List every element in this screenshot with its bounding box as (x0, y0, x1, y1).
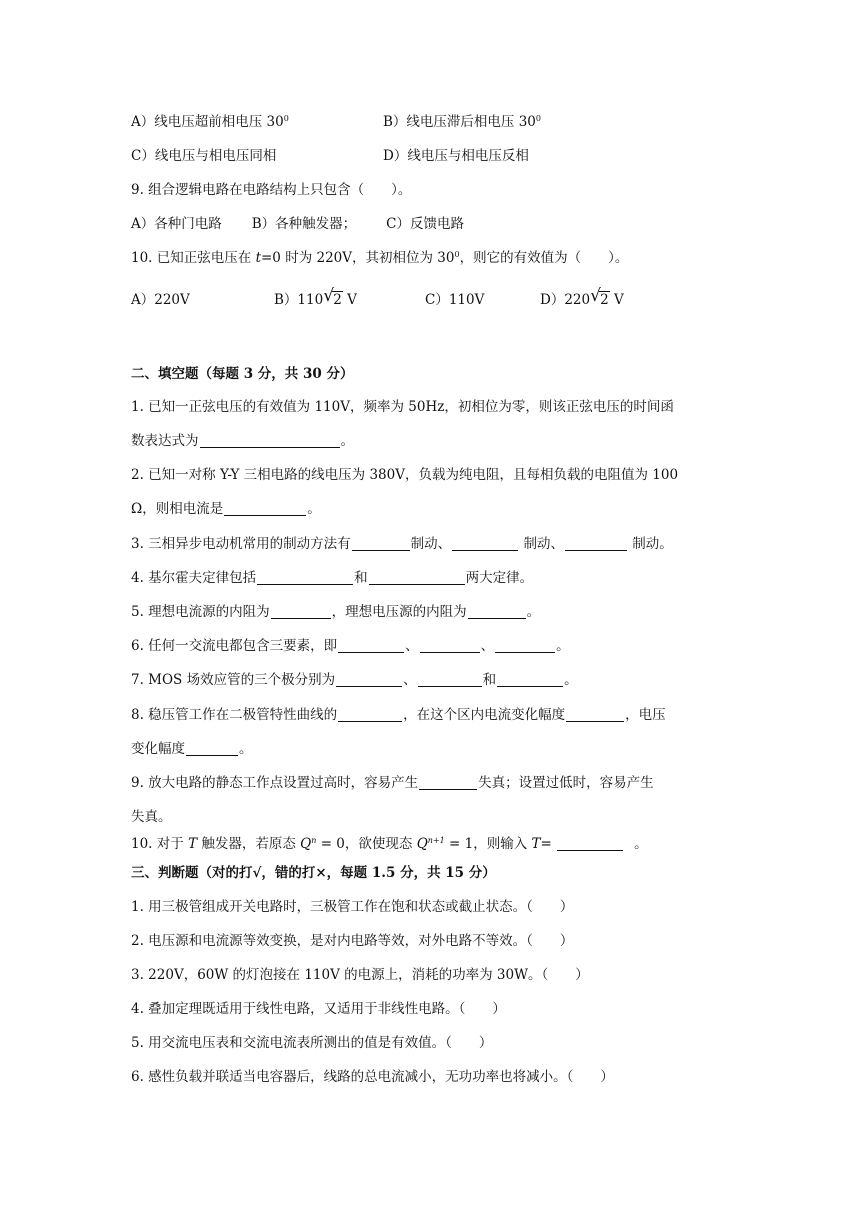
answer-blank[interactable] (338, 707, 402, 722)
answer-blank[interactable] (419, 775, 477, 790)
answer-blank[interactable] (186, 741, 238, 756)
q10-option-c: C）110V (425, 292, 485, 308)
judge-item: 5. 用交流电压表和交流电流表所测出的值是有效值。（ ） (131, 1035, 493, 1051)
judge-item: 2. 电压源和电流源等效变换，是对内电路等效，对外电路不等效。（ ） (131, 933, 574, 949)
q8-option-c: C）线电压与相电压同相 (131, 148, 277, 164)
answer-blank[interactable] (271, 604, 331, 619)
fill-q7: 7. MOS 场效应管的三个极分别为 、 和 。 (131, 672, 578, 688)
answer-blank[interactable] (420, 638, 480, 653)
fill-q8-line2: 变化幅度 。 (131, 741, 253, 757)
answer-blank[interactable] (418, 672, 482, 687)
fill-q6: 6. 任何一交流电都包含三要素，即 、 、 。 (131, 638, 570, 654)
judge-item: 6. 感性负载并联适当电容器后，线路的总电流减小，无功功率也将减小。（ ） (131, 1069, 614, 1085)
section2-heading: 二、填空题（每题 3 分，共 30 分） (131, 366, 354, 382)
q10-question: 10. 已知正弦电压在 t=0 时为 220V，其初相位为 $30^0$，则它的有效值为（ ）。 (131, 250, 629, 266)
q10-option-b: B）110 √ 2 V (274, 286, 357, 308)
fill-q5: 5. 理想电流源的内阻为 ，理想电压源的内阻为 。 (131, 604, 541, 620)
answer-blank[interactable] (565, 536, 627, 551)
answer-blank[interactable] (257, 570, 353, 585)
answer-blank[interactable] (557, 836, 623, 851)
sqrt-symbol: √ 2 (590, 286, 609, 308)
q10-option-d: D）220 √ 2 V (540, 286, 624, 308)
fill-q3: 3. 三相异步电动机常用的制动方法有 制动、 制动、 制动。 (131, 536, 673, 552)
q10-option-a: A）220V (131, 292, 190, 308)
answer-blank[interactable] (495, 638, 555, 653)
answer-blank[interactable] (200, 433, 340, 448)
q9-options (131, 214, 464, 234)
answer-blank[interactable] (369, 570, 465, 585)
q9-question: 9. 组合逻辑电路在电路结构上只包含（ ）。 (131, 182, 412, 198)
q9-option-a: A）各种门电路 (131, 216, 222, 232)
fill-q9-line2: 失真。 (131, 809, 172, 825)
q8-option-b: B）线电压滞后相电压 $30^0$ (383, 114, 541, 130)
q8-option-d: D）线电压与相电压反相 (383, 148, 529, 164)
fill-q1-line1: 1. 已知一正弦电压的有效值为 110V，频率为 50Hz，初相位为零，则该正弦电压的时间函 (131, 399, 674, 415)
fill-q8-line1: 8. 稳压管工作在二极管特性曲线的 ，在这个区内电流变化幅度 ，电压 (131, 707, 666, 723)
answer-blank[interactable] (338, 638, 404, 653)
answer-blank[interactable] (352, 536, 410, 551)
judge-item: 4. 叠加定理既适用于线性电路，又适用于非线性电路。（ ） (131, 1001, 506, 1017)
answer-blank[interactable] (224, 501, 306, 516)
q9-option-c: C）反馈电路 (386, 216, 465, 232)
judge-item: 3. 220V，60W 的灯泡接在 110V 的电源上，消耗的功率为 30W。（ ） (131, 967, 589, 983)
answer-blank[interactable] (497, 672, 563, 687)
fill-q2-line1: 2. 已知一对称 Y-Y 三相电路的线电压为 380V，负载为纯电阻，且每相负载的电阻值为 100 (131, 467, 679, 483)
section3-heading: 三、判断题（对的打√，错的打×，每题 1.5 分，共 15 分） (131, 865, 496, 881)
answer-blank[interactable] (566, 707, 624, 722)
judge-item: 1. 用三极管组成开关电路时，三极管工作在饱和状态或截止状态。（ ） (131, 899, 574, 915)
sqrt-symbol: √ 2 (323, 286, 342, 308)
fill-q2-line2: Ω，则相电流是 。 (131, 501, 321, 517)
fill-q10: 10. 对于 T 触发器，若原态 $Q^n = 0$，欲使现态 $Q^{n+1} = 1$，则输入 T= 。 (131, 836, 648, 852)
answer-blank[interactable] (336, 672, 402, 687)
fill-q9-line1: 9. 放大电路的静态工作点设置过高时，容易产生 失真；设置过低时，容易产生 (131, 775, 654, 791)
q8-option-a: A）线电压超前相电压 $30^0$ (131, 114, 289, 130)
answer-blank[interactable] (452, 536, 518, 551)
fill-q1-line2: 数表达式为 。 (131, 433, 354, 449)
q9-option-b: B）各种触发器； (251, 216, 357, 232)
answer-blank[interactable] (468, 604, 526, 619)
fill-q4: 4. 基尔霍夫定律包括 和 两大定律。 (131, 570, 534, 586)
